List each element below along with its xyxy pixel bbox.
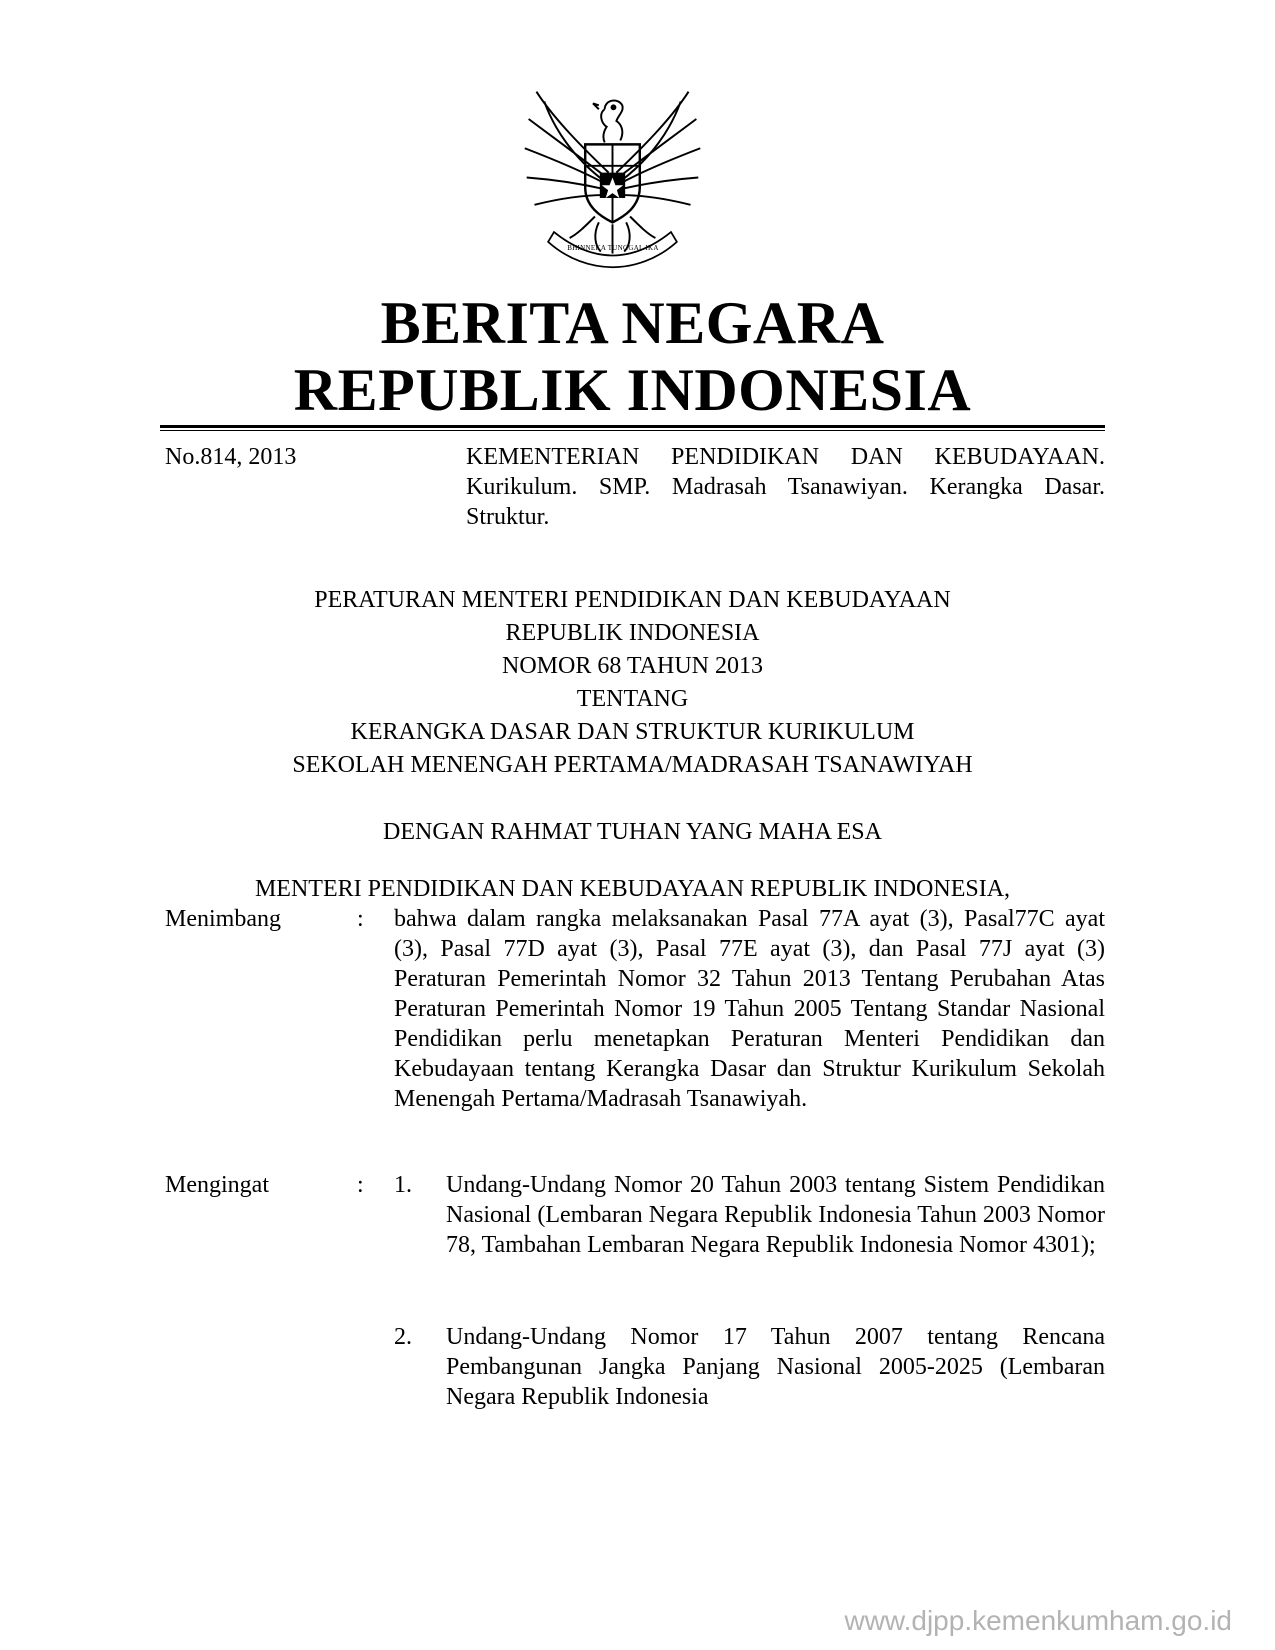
menimbang-text: bahwa dalam rangka melaksanakan Pasal 77A ayat (3), Pasal77C ayat (3), Pasal 77D ayat (3), Pasal 77E ayat (3), dan Pasal 77J ayat (3) Peraturan Pemerintah Nomor 32 Tahun 2013 Tentang Perubahan Atas Peraturan Pemerintah Nomor 19 Tahun 2005 Tentang Standar Nasional Pendidikan perlu menetapkan Peraturan Menteri Pendidikan dan Kebudayaan tentang Kerangka Dasar dan Struktur Kurikulum Sekolah Menengah Pertama/Madrasah Tsanawiyah.: [394, 906, 1105, 1112]
title-line: TENTANG: [576, 686, 689, 712]
header-rule-thin: [160, 430, 1105, 431]
emblem-motto: BHINNEKA TUNGGAL IKA: [567, 244, 659, 252]
masthead-title: BERITA NEGARA: [380, 290, 885, 356]
mengingat-colon: :: [357, 1172, 364, 1198]
mengingat-label: Mengingat: [165, 1172, 269, 1198]
list-item: Undang-Undang Nomor 20 Tahun 2003 tentang Sistem Pendidikan Nasional (Lembaran Negara Republik Indonesia Tahun 2003 Nomor 78, Tambahan Lembaran Negara Republik Indonesia Nomor 4301);: [446, 1172, 1105, 1258]
title-line: REPUBLIK INDONESIA: [505, 620, 760, 646]
grace-line: DENGAN RAHMAT TUHAN YANG MAHA ESA: [383, 819, 882, 845]
title-line: SEKOLAH MENENGAH PERTAMA/MADRASAH TSANAWIYAH: [292, 752, 973, 778]
issue-subject: KEMENTERIAN PENDIDIKAN DAN KEBUDAYAAN. Kurikulum. SMP. Madrasah Tsanawiyan. Kerangka Dasar. Struktur.: [466, 444, 1105, 530]
watermark-url: www.djpp.kemenkumham.go.id: [844, 1605, 1232, 1636]
list-item-number: 1.: [394, 1172, 412, 1198]
menimbang-colon: :: [357, 906, 364, 932]
list-item: Undang-Undang Nomor 17 Tahun 2007 tentang Rencana Pembangunan Jangka Panjang Nasional 2005-2025 (Lembaran Negara Republik Indonesia: [446, 1324, 1105, 1410]
issue-number: No.814, 2013: [165, 444, 297, 470]
regulation-title-block: [160, 584, 1105, 782]
title-line: KERANGKA DASAR DAN STRUKTUR KURIKULUM: [350, 719, 915, 745]
title-line: NOMOR 68 TAHUN 2013: [502, 653, 763, 679]
header-rule-thick: [160, 425, 1105, 428]
list-item-number: 2.: [394, 1324, 412, 1350]
title-line: PERATURAN MENTERI PENDIDIKAN DAN KEBUDAYAAN: [314, 587, 951, 613]
minister-line: MENTERI PENDIDIKAN DAN KEBUDAYAAN REPUBLIK INDONESIA,: [254, 876, 1011, 902]
menimbang-label: Menimbang: [165, 906, 281, 932]
masthead-subtitle: REPUBLIK INDONESIA: [293, 357, 972, 423]
